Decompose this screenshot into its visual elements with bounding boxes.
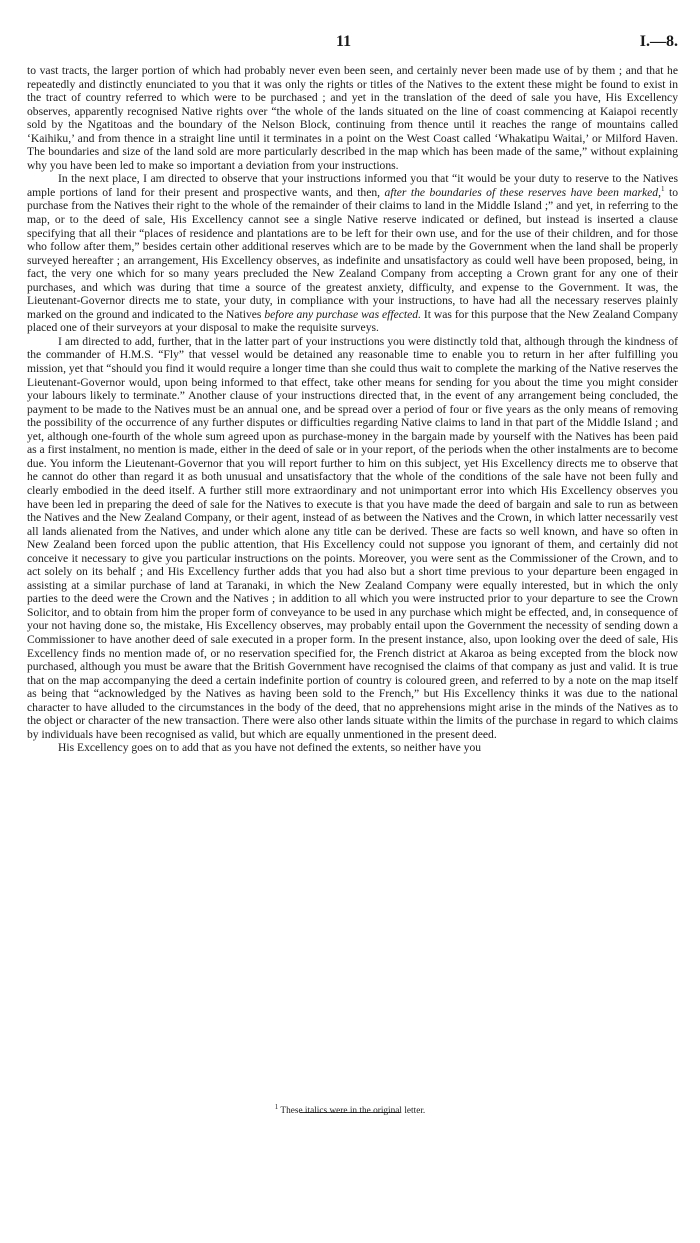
paragraph-1-text: to vast tracts, the larger portion of which had probably never even been seen, and certainly never been made use of by them ; and that he repeatedly and distinctly enunciated to you that it was only the rights or titles of the Natives to the extent these might be found to exist in the tract of country referred to which were to be purchased ; and yet in the translation of the deed of sale you have, His Excellency observes, apparently recognised Native rights over “the whole of the lands situated on the line of coast commencing at Kaiapoi recently sold by the Ngatitoas and the boundary of the Nelson Block, continuing from thence until it reaches the range of mountains called ‘Kaihiku,’ and from thence in a straight line until it terminates in a point on the West Coast called ‘Whakatipu Waitai,’ or Milford Haven. The boundaries and size of the land sold are more particularly described in the map which has been made of the same,” without explaining why you have been led to make so important a deviation from your instructions. [27, 64, 678, 172]
document-body [27, 64, 678, 755]
paragraph-3-text: I am directed to add, further, that in the latter part of your instructions you were distinctly told that, although through the kindness of the commander of H.M.S. “Fly” that vessel would be detained any reasonable time to enable you to return in her after fulfilling you mission, yet that “should you find it would require a longer time than she could thus wait to complete the marking of the Native reserves the Lieutenant-Governor would, upon being informed to that effect, take other means for sending for you about the time you might consider your labours likely to terminate.” Another clause of your instructions directed that, in the event of any arrangement being concluded, the payment to be made to the Natives must be an annual one, and be spread over a period of four or five years as the only means of removing the possibility of the occurrence of any further disputes or difficulties regarding Native claims to land in that part of the Middle Island ; and yet, although one-fourth of the whole sum agreed upon as purchase-money in the bargain made by yourself with the Natives has been paid as a first instalment, no mention is made, either in the deed of sale or in your report, of the periods when the other instalments are to become due. You inform the Lieutenant-Governor that you will report further to him on this subject, yet His Excellency directs me to observe that he cannot do other than regard it as both unusual and unsatisfactory that the whole of the conditions of the sale have not been fully and clearly embodied in the deed itself. A further still more extraordinary and not unimportant error into which His Excellency observes you have been led in preparing the deed of sale for the Natives to execute is that you have made the deed of bargain and sale to run as between the Natives and the New Zealand Company, or their agent, instead of as between the Natives and the Crown, in which latter necessarily vest all lands alienated from the Natives, and under which alone any title can be derived. These are facts so well known, and have so often in New Zealand been forced upon the public attention, that His Excellency could not suppose you ignorant of them, and certainly did not conceive it necessary to give you particular instructions on the points. Moreover, you were sent as the Commissioner of the Crown, and to act solely on its behalf ; and His Excellency further adds that you had also but a short time previous to your departure been engaged in assisting at a similar purchase of land at Taranaki, in which the New Zealand Company were equally interested, but in which the only parties to the deed were the Crown and the Natives ; in addition to all which you were instructed prior to your departure to see the Crown Solicitor, and to obtain from him the proper form of conveyance to be used in any purchase which might be effected, and, in consequence of your not having done so, the mistake, His Excellency observes, may probably entail upon the Government the necessity of sending down a Commissioner to have another deed of sale executed in a proper form. In the present instance, also, upon looking over the deed of sale, His Excellency finds no mention made of, or no reservation specified for, the French district at Akaroa as being excepted from the block now purchased, although you must be aware that the British Government have recognised the claims of that company as just and valid. It is true that on the map accompanying the deed a certain indefinite portion of country is coloured green, and referred to by a note on the map itself as being that “acknowledged by the Natives as having been sold to the French,” but His Excellency thinks it was due to the national character to have alluded to the circumstances in the body of the deed, that no apprehensions might arise in the minds of the Natives as to the object or character of the new transaction. There were also other lands situate within the limits of the purchase in regard to which claims by individuals have been recognised as valid, but which are equally unmentioned in the present deed. [27, 334, 678, 741]
paragraph-2-text-a: In the next place, I am directed to observe that your instructions informed you that “it would be your duty to reserve to the Natives ample portions of land for their present and prospective wants, and then, [27, 172, 678, 199]
footnote [0, 1102, 700, 1116]
paragraph-2-italic-a: after the boundaries of these reserves have been marked, [384, 185, 662, 199]
footnote-text: These italics were in the original letter. [278, 1106, 426, 1116]
paragraph-4 [27, 741, 678, 755]
paragraph-2-text-b: to purchase from the Natives their right to the whole of the remainder of their claims to land in the Middle Island ;” and yet, in referring to the map, or to the deed of sale, His Excellency cannot see a single Native reserve indicated or defined, but instead is inserted a clause specifying that all their “places of residence and plantations are to be left for their own use, and for the use of their children, and for those who follow after them,” besides certain other additional reserves which are to be made by the Government when the land shall be properly surveyed hereafter ; an arrangement, His Excellency observes, as indefinite and unsatisfactory as could well have been proposed, being, in fact, the very one which for so many years precluded the New Zealand Company from accepting a Crown grant for any one of their purchases, and which was during that time a source of the greatest anxiety, difficulty, and expense to the Government. It was, the Lieutenant-Governor directs me to state, your duty, in compliance with your instructions, to have had all the necessary reserves plainly marked on the ground and indicated to the Natives [27, 185, 679, 321]
page-number: 11 [336, 33, 352, 50]
paragraph-2-text-c: It was for this purpose that the New Zealand Company placed one of their surveyors at your disposal to make the requisite surveys. [27, 307, 678, 335]
paragraph-2-italic-b: before any purchase was effected. [264, 307, 421, 321]
paragraph-4-text: His Excellency goes on to add that as you have not defined the extents, so neither have you [58, 741, 482, 755]
footnote-marker-label: 1 [274, 1102, 279, 1111]
paragraph-2 [27, 172, 678, 335]
paragraph-1 [27, 64, 678, 172]
footnote-marker: 1 [661, 185, 665, 194]
document-reference: I.—8. [639, 33, 678, 50]
paragraph-3 [27, 335, 678, 741]
